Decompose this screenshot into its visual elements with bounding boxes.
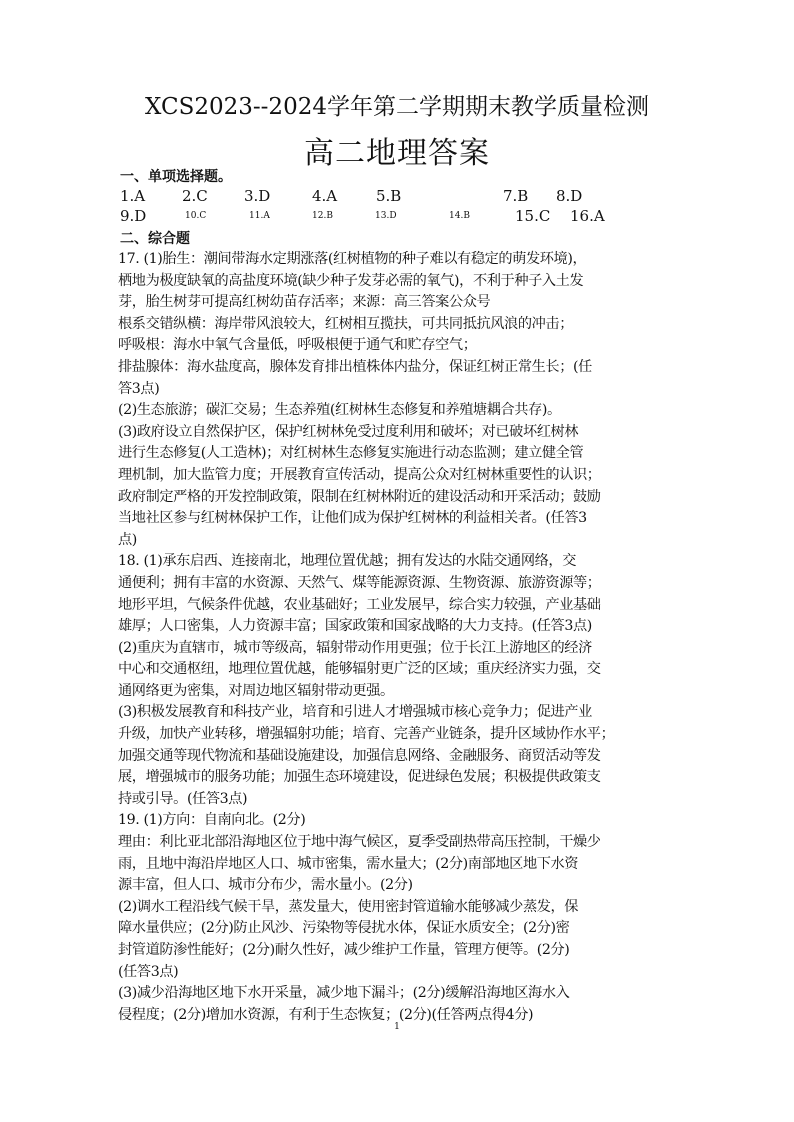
- page-number: 1: [394, 1022, 400, 1032]
- answer-item: 14.B: [449, 211, 470, 221]
- answer-line: (3)减少沿海地区地下水开采量，减少地下漏斗；(2分)缓解沿海地区海水入: [118, 985, 570, 1002]
- answer-line: 18. (1)承东启西、连接南北，地理位置优越；拥有发达的水陆交通网络，交: [118, 553, 576, 570]
- answer-line: 进行生态修复(人工造林)；对红树林生态修复实施进行动态监测；建立健全管: [118, 445, 584, 462]
- answer-line: (2)调水工程沿线气候干旱，蒸发量大，使用密封管道输水能够减少蒸发，保: [118, 898, 579, 915]
- answer-line: (3)积极发展教育和科技产业，培育和引进人才增强城市核心竞争力；促进产业: [118, 704, 592, 721]
- section-heading-comprehensive: 二、综合题: [120, 231, 190, 247]
- answer-line: 加强交通等现代物流和基础设施建设，加强信息网络、金融服务、商贸活动等发: [118, 747, 601, 764]
- section-heading-choice: 一、单项选择题。: [120, 169, 232, 185]
- answer-item: 8.D: [556, 187, 583, 205]
- answer-line: 19. (1)方向：自南向北。(2分): [118, 812, 306, 829]
- answer-item: 9.D: [120, 207, 147, 225]
- answer-line: 展，增强城市的服务功能；加强生态环境建设，促进绿色发展；积极提供政策支: [118, 769, 601, 786]
- answer-item: 2.C: [182, 187, 208, 205]
- answer-line: 芽，胎生树芽可提高红树幼苗存活率；来源：高三答案公众号: [118, 294, 491, 311]
- answer-line: 当地社区参与红树林保护工作，让他们成为保护红树林的利益相关者。(任答3: [118, 510, 587, 527]
- answer-item: 1.A: [120, 187, 146, 205]
- answer-item: 7.B: [503, 187, 529, 205]
- answer-line: 源丰富，但人口、城市分布少，需水量小。(2分): [118, 877, 413, 894]
- answer-line: (任答3点): [118, 963, 179, 980]
- answer-item: 3.D: [244, 187, 271, 205]
- answer-item: 4.A: [312, 187, 338, 205]
- answer-line: 通网络更为密集，对周边地区辐射带动更强。: [118, 682, 394, 699]
- answer-line: 根系交错纵横：海岸带风浪较大，红树相互揽扶，可共同抵抗风浪的冲击；: [118, 315, 573, 332]
- answer-item: 10.C: [185, 211, 207, 221]
- answer-line: 障水量供应；(2分)防止风沙、污染物等侵扰水体，保证水质安全；(2分)密: [118, 920, 570, 937]
- answer-item: 12.B: [312, 211, 333, 221]
- answer-line: 17. (1)胎生：潮间带海水定期涨落(红树植物的种子难以有稳定的萌发环境)，: [118, 251, 587, 267]
- answer-line: 升级，加快产业转移，增强辐射功能；培育、完善产业链条，提升区域协作水平；: [118, 726, 615, 743]
- answer-item: 13.D: [375, 211, 397, 221]
- answer-line: 侵程度；(2分)增加水资源，有利于生态恢复；(2分)(任答两点得4分): [118, 1006, 534, 1023]
- document-title: XCS2023--2024学年第二学期期末教学质量检测: [145, 94, 649, 120]
- answer-line: 理机制，加大监管力度；开展教育宣传活动，提高公众对红树林重要性的认识；: [118, 466, 601, 483]
- answer-line: (2)重庆为直辖市，城市等级高，辐射带动作用更强；位于长江上游地区的经济: [118, 639, 592, 656]
- answer-line: 政府制定严格的开发控制政策，限制在红树林附近的建设活动和开采活动；鼓励: [118, 488, 601, 505]
- answer-line: 点): [118, 531, 137, 548]
- answer-line: 答3点): [118, 380, 160, 397]
- answer-line: 持或引导。(任答3点): [118, 790, 248, 807]
- document-subtitle: 高二地理答案: [304, 136, 490, 171]
- answer-line: 封管道防渗性能好；(2分)耐久性好，减少维护工作量，管理方便等。(2分): [118, 942, 570, 958]
- answer-body: [118, 249, 685, 1026]
- answer-line: (2)生态旅游；碳汇交易；生态养殖(红树林生态修复和养殖塘耦合共存)。: [118, 402, 561, 419]
- answer-item: 16.A: [570, 207, 605, 225]
- answer-item: 15.C: [515, 207, 551, 225]
- answer-line: 雄厚；人口密集，人力资源丰富；国家政策和国家战略的大力支持。(任答3点): [118, 618, 592, 635]
- answer-item: 5.B: [376, 187, 402, 205]
- answer-item: 11.A: [249, 211, 270, 221]
- answer-line: 理由：利比亚北部沿海地区位于地中海气候区，夏季受副热带高压控制，干燥少: [118, 834, 601, 851]
- answer-line: (3)政府设立自然保护区，保护红树林免受过度利用和破坏；对已破坏红树林: [118, 423, 579, 440]
- answer-line: 雨，且地中海沿岸地区人口、城市密集，需水量大；(2分)南部地区地下水资: [118, 855, 579, 872]
- answer-line: 地形平坦，气候条件优越，农业基础好；工业发展早，综合实力较强，产业基础: [118, 596, 601, 613]
- answer-line: 中心和交通枢纽，地理位置优越，能够辐射更广泛的区域；重庆经济实力强，交: [118, 661, 601, 678]
- answer-line: 排盐腺体：海水盐度高，腺体发育排出植株体内盐分，保证红树正常生长；(任: [118, 358, 592, 375]
- answer-line: 通便利；拥有丰富的水资源、天然气、煤等能源资源、生物资源、旅游资源等；: [118, 574, 601, 591]
- answer-line: 呼吸根：海水中氧气含量低，呼吸根便于通气和贮存空气；: [118, 337, 477, 354]
- answer-line: 栖地为极度缺氧的高盐度环境(缺少种子发芽必需的氧气)，不利于种子入土发: [118, 272, 584, 289]
